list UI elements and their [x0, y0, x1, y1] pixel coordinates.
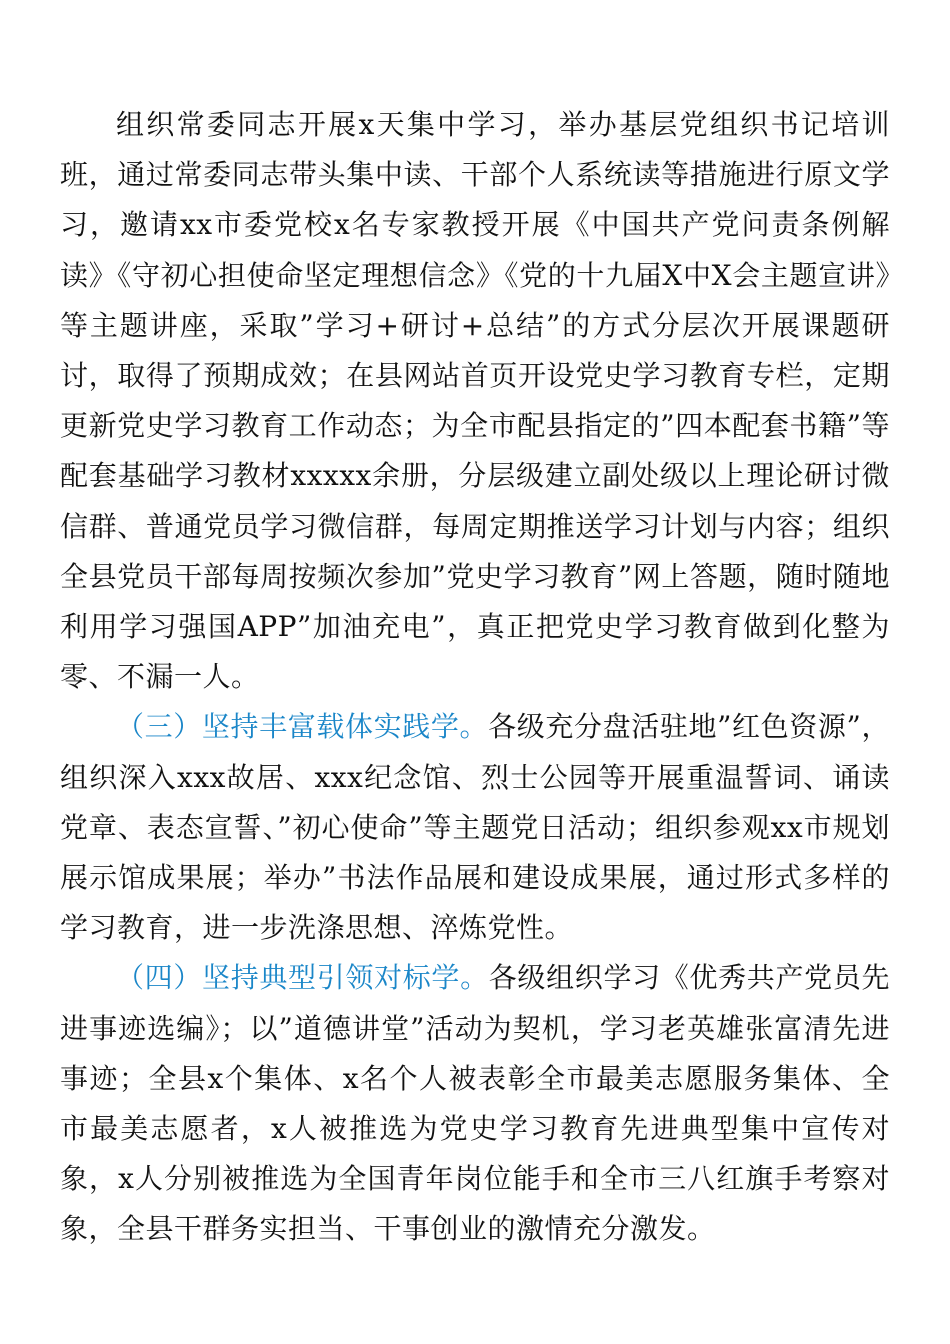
paragraph-2: [60, 702, 890, 953]
paragraph-1-text: 组织常委同志开展x天集中学习，举办基层党组织书记培训班，通过常委同志带头集中读、干部个人系统读等措施进行原文学习，邀请xx市委党校x名专家教授开展《中国共产党问责条例解读》《守初心担使命坚定理想信念》《党的十九届X中X会主题宣讲》等主题讲座，采取”学习+研讨+总结”的方式分层次开展课题研讨，取得了预期成效；在县网站首页开设党史学习教育专栏，定期更新党史学习教育工作动态；为全市配县指定的”四本配套书籍”等配套基础学习教材xxxxx余册，分层级建立副处级以上理论研讨微信群、普通党员学习微信群，每周定期推送学习计划与内容；组织全县党员干部每周按频次参加”党史学习教育”网上答题，随时随地利用学习强国APP”加油充电”，真正把党史学习教育做到化整为零、不漏一人。: [60, 108, 890, 694]
paragraph-2-text: 各级充分盘活驻地”红色资源”，组织深入xxx故居、xxx纪念馆、烈士公园等开展重温誓词、诵读党章、表态宣誓、”初心使命”等主题党日活动；组织参观xx市规划展示馆成果展；举办”书法作品展和建设成果展，通过形式多样的学习教育，进一步洗涤思想、淬炼党性。: [60, 710, 890, 945]
paragraph-2-heading: （三）坚持丰富载体实践学。: [116, 710, 489, 744]
paragraph-3: [60, 953, 890, 1254]
paragraph-3-heading: （四）坚持典型引领对标学。: [116, 961, 489, 995]
paragraph-3-text: 各级组织学习《优秀共产党员先进事迹选编》；以”道德讲堂”活动为契机，学习老英雄张富清先进事迹；全县x个集体、x名个人被表彰全市最美志愿服务集体、全市最美志愿者，x人被推选为党史学习教育先进典型集中宣传对象，x人分别被推选为全国青年岗位能手和全市三八红旗手考察对象，全县干群务实担当、干事创业的激情充分激发。: [60, 961, 890, 1246]
paragraph-1: [60, 100, 890, 702]
document-page: [60, 100, 890, 1255]
